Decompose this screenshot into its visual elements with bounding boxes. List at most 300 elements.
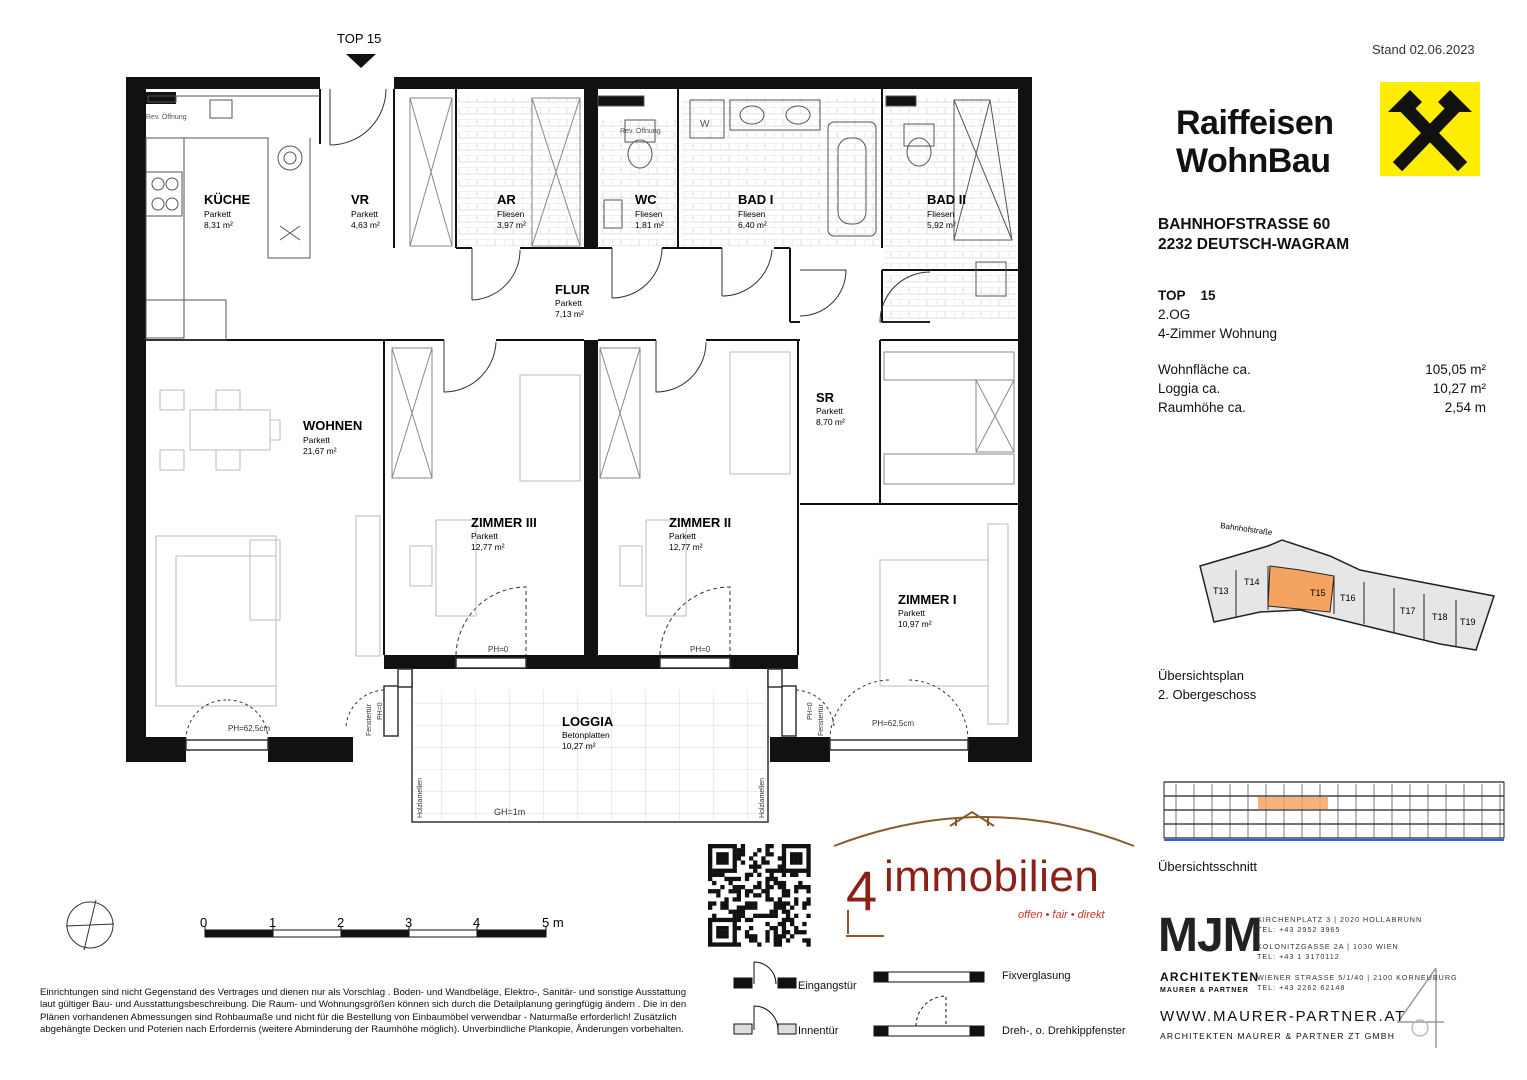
- qr-module: [708, 877, 712, 881]
- immobilien-slogan: offen • fair • direkt: [1018, 909, 1105, 921]
- qr-module: [794, 930, 798, 934]
- qr-module: [770, 844, 774, 848]
- svg-text:VR: VR: [351, 192, 370, 207]
- svg-text:Parkett: Parkett: [555, 298, 582, 308]
- qr-module: [720, 860, 724, 864]
- qr-module: [708, 869, 712, 873]
- qr-module: [753, 860, 757, 864]
- qr-module: [745, 906, 749, 910]
- qr-module: [737, 918, 741, 922]
- unit-floor: 2.OG: [1158, 307, 1191, 322]
- qr-module: [765, 881, 769, 885]
- qr-module: [774, 877, 778, 881]
- qr-module: [786, 918, 790, 922]
- qr-module: [720, 942, 724, 946]
- qr-module: [716, 852, 720, 856]
- address-hollabrunn: KIRCHENPLATZ 3 | 2020 HOLLABRUNN: [1257, 915, 1423, 924]
- qr-module: [770, 910, 774, 914]
- qr-module: [806, 889, 810, 893]
- room-wohnen: [303, 418, 362, 456]
- section-caption: Übersichtsschnitt: [1158, 859, 1257, 874]
- svg-text:Parkett: Parkett: [898, 608, 925, 618]
- qr-module: [798, 860, 802, 864]
- qr-module: [802, 869, 806, 873]
- qr-module: [737, 877, 741, 881]
- qr-module: [749, 926, 753, 930]
- svg-text:Fliesen: Fliesen: [497, 209, 525, 219]
- qr-module: [724, 897, 728, 901]
- qr-module: [778, 856, 782, 860]
- site-plan: [1200, 521, 1494, 650]
- area-value-loggia: 10,27 m²: [1432, 381, 1486, 396]
- qr-module: [733, 856, 737, 860]
- site-unit: T17: [1400, 606, 1416, 616]
- qr-module: [753, 852, 757, 856]
- qr-module: [733, 910, 737, 914]
- qr-module: [737, 856, 741, 860]
- qr-module: [741, 852, 745, 856]
- qr-module: [724, 906, 728, 910]
- tel-korneuburg: TEL: +43 2262 62148: [1257, 983, 1346, 992]
- qr-module: [765, 938, 769, 942]
- qr-module: [720, 906, 724, 910]
- legend-interior-door: Innentür: [798, 1025, 839, 1037]
- qr-module: [782, 844, 786, 848]
- qr-module: [806, 860, 810, 864]
- qr-module: [765, 914, 769, 918]
- svg-text:12,77 m²: 12,77 m²: [669, 542, 703, 552]
- qr-module: [790, 906, 794, 910]
- site-unit: T18: [1432, 612, 1448, 622]
- svg-text:ZIMMER II: ZIMMER II: [669, 515, 732, 530]
- qr-module: [733, 934, 737, 938]
- qr-module: [720, 869, 724, 873]
- svg-text:Parkett: Parkett: [669, 531, 696, 541]
- scale-tick: 0: [200, 915, 208, 930]
- svg-text:10,27 m²: 10,27 m²: [562, 741, 596, 751]
- qr-module: [782, 881, 786, 885]
- qr-module: [786, 914, 790, 918]
- qr-module: [749, 934, 753, 938]
- qr-module: [708, 848, 712, 852]
- qr-module: [753, 885, 757, 889]
- legend-symbols: [734, 962, 984, 1036]
- svg-text:4,63 m²: 4,63 m²: [351, 220, 380, 230]
- qr-module: [778, 897, 782, 901]
- svg-text:8,31 m²: 8,31 m²: [204, 220, 233, 230]
- qr-module: [782, 889, 786, 893]
- qr-module: [749, 865, 753, 869]
- qr-module: [753, 934, 757, 938]
- qr-module: [806, 865, 810, 869]
- qr-module: [778, 869, 782, 873]
- qr-module: [724, 844, 728, 848]
- qr-module: [733, 844, 737, 848]
- qr-module: [806, 852, 810, 856]
- ph625-note-b: PH=62,5cm: [872, 719, 915, 728]
- scale-bar: [200, 915, 564, 937]
- address-wien: KOLONITZGASSE 2A | 1030 WIEN: [1257, 942, 1399, 951]
- qr-module: [778, 885, 782, 889]
- mjm-logo: MJM: [1158, 909, 1262, 962]
- qr-module: [790, 869, 794, 873]
- svg-text:BAD I: BAD I: [738, 192, 774, 207]
- qr-module: [790, 873, 794, 877]
- qr-module: [757, 885, 761, 889]
- qr-module: [712, 889, 716, 893]
- qr-module: [741, 914, 745, 918]
- qr-module: [806, 856, 810, 860]
- qr-module: [757, 914, 761, 918]
- qr-module: [720, 918, 724, 922]
- qr-module: [741, 906, 745, 910]
- qr-module: [741, 844, 745, 848]
- qr-module: [741, 885, 745, 889]
- site-plan-floor-caption: 2. Obergeschoss: [1158, 687, 1257, 702]
- qr-module: [745, 930, 749, 934]
- qr-module: [782, 885, 786, 889]
- area-label-height: Raumhöhe ca.: [1158, 400, 1246, 415]
- qr-module: [745, 877, 749, 881]
- qr-module: [708, 918, 712, 922]
- qr-module: [790, 922, 794, 926]
- qr-module: [737, 885, 741, 889]
- rev-opening-note-wc: Rev. Öffnung: [620, 128, 661, 135]
- qr-module: [778, 922, 782, 926]
- qr-module: [806, 869, 810, 873]
- qr-module: [724, 860, 728, 864]
- room-sr: [816, 390, 845, 427]
- qr-module: [790, 844, 794, 848]
- qr-module: [753, 906, 757, 910]
- svg-text:FLUR: FLUR: [555, 282, 590, 297]
- qr-module: [749, 938, 753, 942]
- qr-module: [733, 889, 737, 893]
- qr-module: [794, 860, 798, 864]
- qr-module: [806, 901, 810, 905]
- qr-module: [774, 938, 778, 942]
- svg-text:WC: WC: [635, 192, 657, 207]
- qr-module: [733, 877, 737, 881]
- qr-module: [770, 873, 774, 877]
- legend-fixed-glazing: Fixverglasung: [1002, 970, 1071, 982]
- qr-module: [733, 922, 737, 926]
- qr-module: [716, 926, 720, 930]
- qr-module: [720, 873, 724, 877]
- immobilien-number: 4: [846, 859, 878, 922]
- scale-tick: 5 m: [542, 915, 564, 930]
- site-unit: T19: [1460, 617, 1476, 627]
- qr-module: [778, 901, 782, 905]
- qr-module: [765, 848, 769, 852]
- svg-text:BAD II: BAD II: [927, 192, 966, 207]
- room-flur: [555, 282, 590, 319]
- site-unit: T16: [1340, 593, 1356, 603]
- scale-tick: 3: [405, 915, 413, 930]
- qr-module: [716, 860, 720, 864]
- qr-module: [761, 860, 765, 864]
- svg-text:Fliesen: Fliesen: [635, 209, 663, 219]
- logo-line2: WohnBau: [1176, 142, 1331, 180]
- qr-module: [737, 889, 741, 893]
- qr-module: [724, 869, 728, 873]
- qr-module: [724, 877, 728, 881]
- gh-note: GH=1m: [494, 807, 526, 817]
- qr-module: [724, 926, 728, 930]
- qr-module: [737, 910, 741, 914]
- qr-module: [737, 852, 741, 856]
- qr-module: [745, 918, 749, 922]
- qr-module: [745, 893, 749, 897]
- kitchen-furniture: [146, 92, 320, 340]
- qr-module: [782, 934, 786, 938]
- qr-module: [765, 893, 769, 897]
- qr-module: [786, 869, 790, 873]
- qr-module: [794, 844, 798, 848]
- qr-module: [782, 869, 786, 873]
- qr-module: [806, 938, 810, 942]
- qr-module: [712, 869, 716, 873]
- ph0-vertical-left: PH=0: [377, 702, 384, 720]
- qr-module: [765, 852, 769, 856]
- qr-module: [770, 897, 774, 901]
- compass-icon: [66, 900, 114, 950]
- qr-module: [765, 922, 769, 926]
- qr-module: [712, 881, 716, 885]
- qr-module: [712, 942, 716, 946]
- qr-module: [798, 930, 802, 934]
- tel-wien: TEL: +43 1 3170112: [1257, 952, 1340, 961]
- qr-module: [770, 877, 774, 881]
- qr-module: [745, 889, 749, 893]
- qr-module: [729, 881, 733, 885]
- qr-module: [802, 901, 806, 905]
- qr-module: [794, 901, 798, 905]
- qr-module: [729, 844, 733, 848]
- svg-text:7,13 m²: 7,13 m²: [555, 309, 584, 319]
- qr-module: [753, 938, 757, 942]
- svg-text:Betonplatten: Betonplatten: [562, 730, 610, 740]
- qr-module: [798, 881, 802, 885]
- qr-module: [794, 885, 798, 889]
- svg-text:Parkett: Parkett: [471, 531, 498, 541]
- qr-module: [774, 901, 778, 905]
- architect-full-name: ARCHITEKTEN MAURER & PARTNER ZT GMBH: [1160, 1031, 1396, 1041]
- qr-module: [786, 844, 790, 848]
- svg-text:Parkett: Parkett: [303, 435, 330, 445]
- qr-module: [798, 856, 802, 860]
- disclaimer-text: Einrichtungen sind nicht Gegenstand des Vertrages und dienen nur als Vorschlag . Boden- und Wandbeläge, Elektro-, Sanitär- und sonstige Ausstattung laut gültiger Bau- und Ausstattungsbeschreibung. Die Raum- und Wohnungsgrößen können sich durch die Detailplanung geringfügig ändern . Die in den Plänen vorhandenen Abmessungen sind Rohbaumaße und nicht für die Bestellung von Einbaumöbel verwendbar - Naturmaße erforderlich! Zusätzlich abgehängte Decken und Poterien nach Erfordernis (weitere Abminderung der Raumhöhe möglich). Unverbindliche Plankopie, Änderungen vorbehalten.: [40, 987, 687, 1035]
- immobilien-word: immobilien: [884, 852, 1100, 901]
- qr-module: [708, 906, 712, 910]
- svg-text:Parkett: Parkett: [816, 406, 843, 416]
- qr-module: [753, 914, 757, 918]
- qr-module: [733, 885, 737, 889]
- qr-module: [806, 848, 810, 852]
- qr-module: [708, 942, 712, 946]
- qr-module: [733, 930, 737, 934]
- raiffeisen-giebelkreuz-icon: [1380, 82, 1480, 176]
- qr-module: [745, 901, 749, 905]
- qr-module: [802, 922, 806, 926]
- qr-module: [806, 844, 810, 848]
- qr-module: [741, 910, 745, 914]
- qr-module: [733, 860, 737, 864]
- qr-module: [774, 906, 778, 910]
- qr-module: [712, 873, 716, 877]
- qr-module: [737, 848, 741, 852]
- qr-module: [733, 918, 737, 922]
- qr-module: [712, 901, 716, 905]
- qr-module: [794, 889, 798, 893]
- area-label-loggia: Loggia ca.: [1158, 381, 1221, 396]
- architect-partner: MAURER & PARTNER: [1160, 987, 1249, 994]
- qr-module: [737, 906, 741, 910]
- scale-tick: 2: [337, 915, 345, 930]
- qr-module: [798, 885, 802, 889]
- qr-module: [708, 938, 712, 942]
- qr-module: [782, 856, 786, 860]
- qr-module: [786, 901, 790, 905]
- qr-module: [741, 860, 745, 864]
- unit-type: 4-Zimmer Wohnung: [1158, 326, 1278, 341]
- svg-text:ZIMMER III: ZIMMER III: [471, 515, 537, 530]
- qr-module: [720, 901, 724, 905]
- qr-module: [737, 914, 741, 918]
- architect-name: ARCHITEKTEN: [1160, 970, 1260, 984]
- qr-module: [806, 885, 810, 889]
- svg-text:Bahnhofstraße: Bahnhofstraße: [1219, 521, 1273, 538]
- qr-module: [733, 848, 737, 852]
- qr-module: [765, 860, 769, 864]
- qr-module: [753, 893, 757, 897]
- qr-module: [782, 865, 786, 869]
- architect-website[interactable]: WWW.MAURER-PARTNER.AT: [1160, 1008, 1407, 1025]
- qr-module: [778, 938, 782, 942]
- qr-module: [782, 901, 786, 905]
- qr-module: [806, 942, 810, 946]
- room-kueche: [204, 192, 251, 230]
- qr-module: [708, 901, 712, 905]
- qr-module: [798, 844, 802, 848]
- qr-module: [708, 856, 712, 860]
- svg-text:WOHNEN: WOHNEN: [303, 418, 363, 433]
- qr-module: [729, 889, 733, 893]
- qr-module: [770, 869, 774, 873]
- svg-text:AR: AR: [497, 192, 516, 207]
- qr-module: [794, 897, 798, 901]
- qr-module: [708, 844, 712, 848]
- qr-module: [712, 844, 716, 848]
- qr-module: [782, 860, 786, 864]
- qr-module: [724, 901, 728, 905]
- svg-text:KÜCHE: KÜCHE: [204, 192, 251, 207]
- qr-module: [782, 910, 786, 914]
- qr-module: [802, 930, 806, 934]
- qr-module: [786, 889, 790, 893]
- qr-module: [802, 885, 806, 889]
- qr-module: [774, 910, 778, 914]
- svg-text:ZIMMER I: ZIMMER I: [898, 592, 957, 607]
- address-korneuburg: WIENER STRASSE 5/1/40 | 2100 KORNEUBURG: [1257, 973, 1458, 982]
- qr-module: [782, 930, 786, 934]
- qr-module: [761, 889, 765, 893]
- site-unit-highlight: T15: [1310, 588, 1326, 598]
- qr-module: [753, 869, 757, 873]
- qr-module: [806, 873, 810, 877]
- qr-module: [774, 869, 778, 873]
- room-zimmer1: [898, 592, 957, 629]
- qr-module: [770, 885, 774, 889]
- qr-module: [757, 893, 761, 897]
- plan-date: Stand 02.06.2023: [1372, 42, 1475, 57]
- qr-module: [794, 873, 798, 877]
- qr-module: [782, 848, 786, 852]
- qr-module: [786, 930, 790, 934]
- qr-module: [765, 877, 769, 881]
- qr-module: [708, 889, 712, 893]
- qr-module: [720, 856, 724, 860]
- room-zimmer3: [471, 515, 537, 552]
- qr-module: [737, 897, 741, 901]
- qr-module: [798, 852, 802, 856]
- qr-module: [724, 856, 728, 860]
- site-unit: T13: [1213, 586, 1229, 596]
- qr-module: [765, 930, 769, 934]
- qr-module: [716, 873, 720, 877]
- qr-module: [716, 889, 720, 893]
- area-value-living: 105,05 m²: [1425, 362, 1486, 377]
- qr-module: [749, 873, 753, 877]
- legend-entrance-door: Eingangstür: [798, 980, 857, 992]
- qr-module: [806, 914, 810, 918]
- qr-module: [761, 856, 765, 860]
- qr-module: [790, 860, 794, 864]
- site-unit: T14: [1244, 577, 1260, 587]
- qr-module: [802, 844, 806, 848]
- qr-module: [749, 901, 753, 905]
- qr-module: [790, 856, 794, 860]
- qr-module: [737, 942, 741, 946]
- qr-module: [708, 926, 712, 930]
- qr-module: [778, 942, 782, 946]
- area-value-height: 2,54 m: [1444, 400, 1486, 415]
- qr-module: [765, 897, 769, 901]
- ph0-vertical-right: PH=0: [807, 702, 814, 720]
- qr-module: [729, 877, 733, 881]
- section-view: [1164, 782, 1504, 840]
- svg-text:12,77 m²: 12,77 m²: [471, 542, 505, 552]
- qr-module: [774, 942, 778, 946]
- qr-module: [802, 938, 806, 942]
- qr-module: [733, 938, 737, 942]
- qr-module: [790, 852, 794, 856]
- qr-module: [774, 934, 778, 938]
- qr-module: [733, 926, 737, 930]
- qr-module: [774, 881, 778, 885]
- qr-module: [782, 918, 786, 922]
- qr-module: [798, 869, 802, 873]
- qr-module: [765, 934, 769, 938]
- svg-text:SR: SR: [816, 390, 835, 405]
- qr-module: [712, 918, 716, 922]
- qr-module: [729, 910, 733, 914]
- qr-module: [708, 860, 712, 864]
- svg-text:Parkett: Parkett: [204, 209, 231, 219]
- site-plan-caption: Übersichtsplan: [1158, 668, 1244, 683]
- address-line2: 2232 DEUTSCH-WAGRAM: [1158, 236, 1350, 253]
- qr-module: [802, 906, 806, 910]
